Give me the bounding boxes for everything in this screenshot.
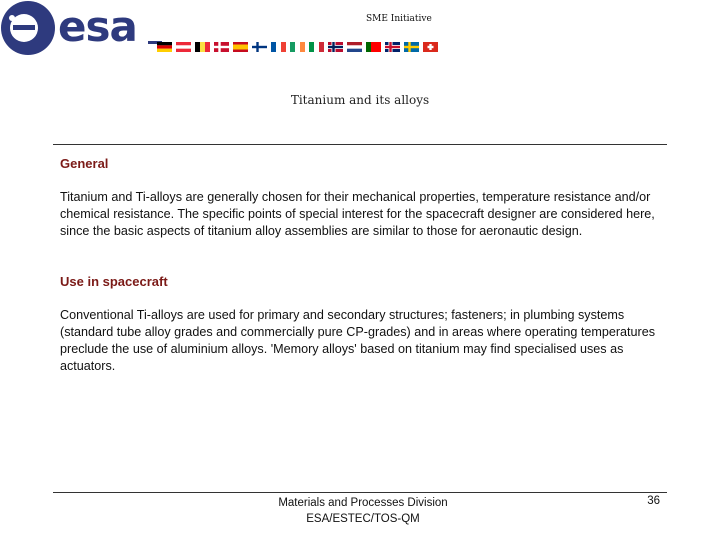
section-heading-use-in-spacecraft: Use in spacecraft	[60, 274, 168, 289]
belgium-flag-icon	[195, 42, 210, 52]
france-flag-icon	[271, 42, 286, 52]
netherlands-flag-icon	[347, 42, 362, 52]
spain-flag-icon	[233, 42, 248, 52]
slide-title: Titanium and its alloys	[290, 93, 430, 107]
footer-division: Materials and Processes Division	[278, 497, 448, 509]
italy-flag-icon	[309, 42, 324, 52]
sweden-flag-icon	[404, 42, 419, 52]
germany-flag-icon	[157, 42, 172, 52]
initiative-label: SME Initiative	[366, 14, 432, 24]
finland-flag-icon	[252, 42, 267, 52]
page-number: 36	[647, 495, 660, 507]
ireland-flag-icon	[290, 42, 305, 52]
switzerland-flag-icon	[423, 42, 438, 52]
footer-department: ESA/ESTEC/TOS-QM	[306, 513, 420, 525]
norway-flag-icon	[328, 42, 343, 52]
section-text-use-in-spacecraft: Conventional Ti-alloys are used for primary and secondary structures; fasteners; in plumbing systems (standard tube alloy grades and commercially pure CP-grades) and in areas where operating temperatures preclude the use of aluminium alloys. 'Memory alloys' based on titanium may find specialised uses as actuators.	[60, 308, 656, 373]
top-divider	[53, 144, 667, 145]
section-heading-general: General	[60, 156, 109, 171]
portugal-flag-icon	[366, 42, 381, 52]
logo-wordmark: esa	[58, 2, 137, 51]
member-state-flags	[157, 42, 438, 52]
uk-flag-icon	[385, 42, 400, 52]
footer	[263, 495, 463, 527]
section-text-general: Titanium and Ti-alloys are generally chosen for their mechanical properties, temperature resistance and/or chemical resistance. The specific points of special interest for the spacecraft designer are considered here, since the basic aspects of titanium alloy assemblies are similar to those for aeronautic design.	[60, 190, 655, 238]
bottom-divider	[53, 492, 667, 493]
slide-body	[60, 156, 660, 375]
denmark-flag-icon	[214, 42, 229, 52]
austria-flag-icon	[176, 42, 191, 52]
